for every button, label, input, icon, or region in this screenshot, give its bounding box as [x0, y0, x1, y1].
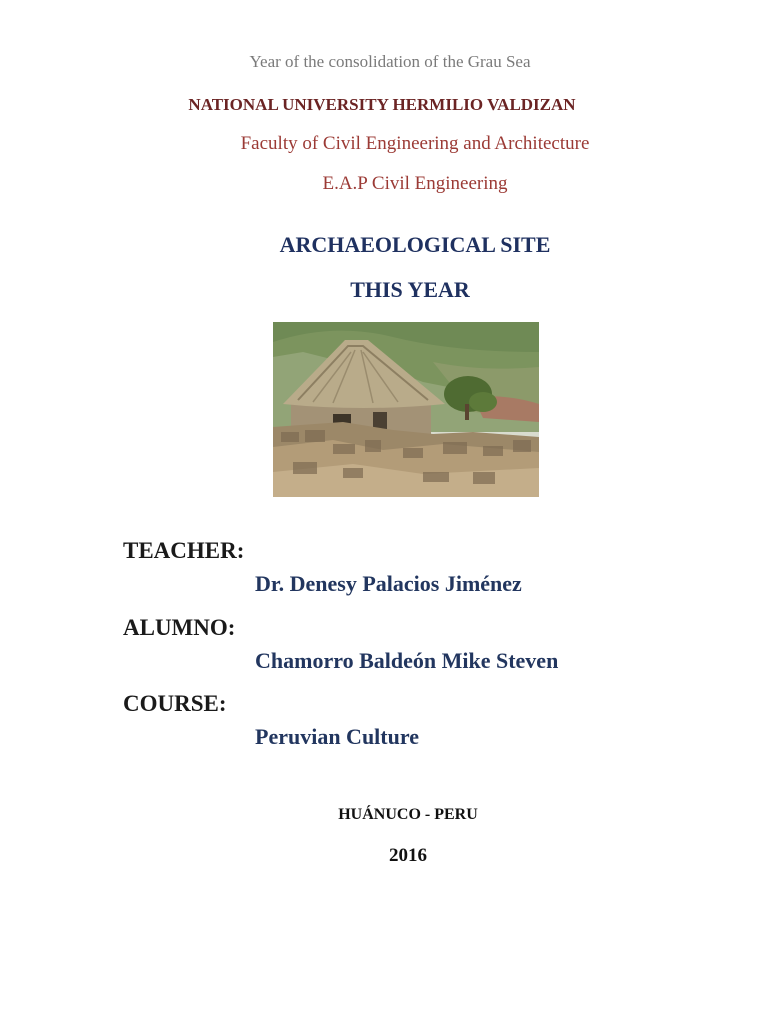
document-title-line-1: ARCHAEOLOGICAL SITE — [279, 232, 551, 257]
student-label: ALUMNO: — [123, 615, 236, 640]
document-title-line-2: THIS YEAR — [350, 277, 470, 302]
school-name: E.A.P Civil Engineering — [322, 173, 508, 194]
archaeological-site-photo — [273, 322, 539, 497]
faculty-name: Faculty of Civil Engineering and Architecture — [240, 133, 590, 154]
location-line: HUÁNUCO - PERU — [338, 806, 478, 823]
student-name: Chamorro Baldeón Mike Steven — [255, 648, 559, 673]
teacher-name: Dr. Denesy Palacios Jiménez — [255, 571, 522, 596]
year-line: 2016 — [389, 845, 427, 866]
motto-line: Year of the consolidation of the Grau Sea — [249, 52, 531, 71]
course-label: COURSE: — [123, 691, 227, 716]
course-name: Peruvian Culture — [255, 724, 419, 749]
teacher-label: TEACHER: — [123, 538, 245, 563]
university-name: NATIONAL UNIVERSITY HERMILIO VALDIZAN — [188, 95, 576, 114]
